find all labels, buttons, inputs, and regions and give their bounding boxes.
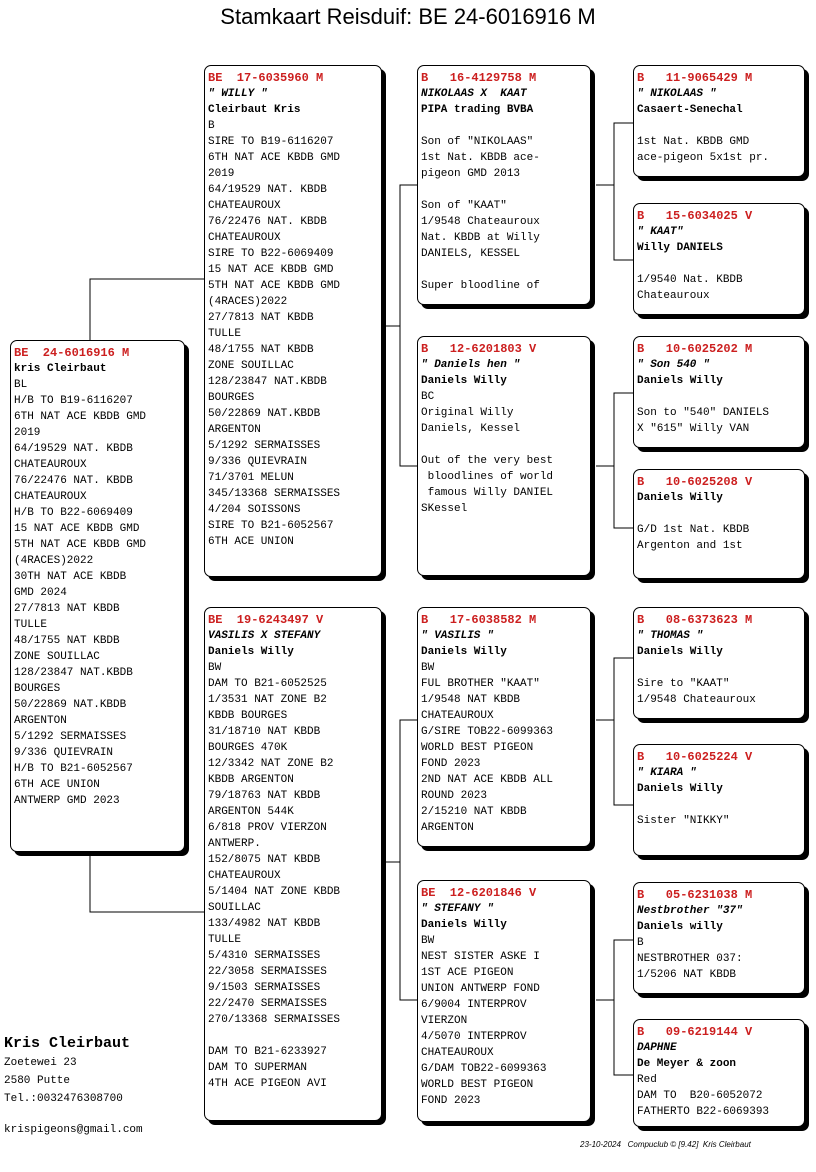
dam-sire-info: BW FUL BROTHER "KAAT" 1/9548 NAT KBDB CHATEAUROUX G/SIRE TOB22-6099363 WORLD BEST PIGEON FOND 2023 2ND NAT ACE KBDB ALL ROUND 2023 2/15210 NAT KBDB ARGENTON [421, 662, 554, 834]
sss-card [633, 65, 805, 177]
breeder-street: Zoetewei 23 [4, 1057, 77, 1069]
dsd-info: Sister "NIKKY" [637, 815, 730, 827]
dam-dam-info: BW NEST SISTER ASKE I 1ST ACE PIGEON UNION ANTWERP FOND 6/9004 INTERPROV VIERZON 4/5070 INTERPROV CHATEAUROUX G/DAM TOB22-6099363 WORLD BEST PIGEON FOND 2023 [421, 935, 547, 1107]
dds-info: B NESTBROTHER 037: 1/5206 NAT KBDB [637, 937, 743, 981]
dam-sire-name: " VASILIS " [421, 630, 494, 642]
sire-dam-info: BC Original Willy Daniels, Kessel Out of the very best bloodlines of world famous Willy DANIEL SKessel [421, 391, 554, 515]
dds-card [633, 882, 805, 994]
sds-card [633, 336, 805, 448]
dam-card [204, 607, 382, 1121]
dam-owner: Daniels Willy [208, 646, 294, 658]
dsd-card [633, 744, 805, 856]
sdd-info: G/D 1st Nat. KBDB Argenton and 1st [637, 524, 750, 552]
sds-info: Son to "540" DANIELS X "615" Willy VAN [637, 407, 770, 435]
ddd-card [633, 1019, 805, 1127]
dam-name: VASILIS X STEFANY [208, 630, 321, 642]
sire-name: " WILLY " [208, 88, 268, 100]
sire-dam-ring-number: B 12-6201803 V [421, 342, 537, 356]
subject-ring-number: BE 24-6016916 M [14, 346, 130, 360]
dsd-owner: Daniels Willy [637, 783, 723, 795]
sire-sire-owner: PIPA trading BVBA [421, 104, 534, 116]
subject-info: BL H/B TO B19-6116207 6TH NAT ACE KBDB GMD 2019 64/19529 NAT. KBDB CHATEAUROUX 76/22476 NAT. KBDB CHATEAUROUX H/B TO B22-6069409 15 NAT ACE KBDB GMD 5TH NAT ACE KBDB GMD (4RACES)2022 30TH NAT ACE KBDB GMD 2024 27/7813 NAT KBDB TULLE 48/1755 NAT KBDB ZONE SOUILLAC 128/23847 NAT.KBDB BOURGES 50/22869 NAT.KBDB ARGENTON 5/1292 SERMAISSES 9/336 QUIEVRAIN H/B TO B21-6052567 6TH ACE UNION ANTWERP GMD 2023 [14, 379, 147, 807]
dss-ring-number: B 08-6373623 M [637, 613, 753, 627]
dam-ring-number: BE 19-6243497 V [208, 613, 324, 627]
sire-dam-owner: Daniels Willy [421, 375, 507, 387]
dds-owner: Daniels willy [637, 921, 723, 933]
ssd-card [633, 203, 805, 315]
sdd-owner: Daniels Willy [637, 492, 723, 504]
dam-info: BW DAM TO B21-6052525 1/3531 NAT ZONE B2 KBDB BOURGES 31/18710 NAT KBDB BOURGES 470K 12/3342 NAT ZONE B2 KBDB ARGENTON 79/18763 NAT KBDB ARGENTON 544K 6/818 PROV VIERZON ANTWERP. 152/8075 NAT KBDB CHATEAUROUX 5/1404 NAT ZONE KBDB SOUILLAC 133/4982 NAT KBDB TULLE 5/4310 SERMAISSES 22/3058 SERMAISSES 9/1503 SERMAISSES 22/2470 SERMAISSES 270/13368 SERMAISSES DAM TO B21-6233927 DAM TO SUPERMAN 4TH ACE PIGEON AVI [208, 662, 341, 1090]
page-title: Stamkaart Reisduif: BE 24-6016916 M [220, 4, 596, 29]
ddd-owner: De Meyer & zoon [637, 1058, 737, 1070]
dam-sire-card [417, 607, 591, 847]
sire-dam-name: " Daniels hen " [421, 359, 521, 371]
sss-name: " NIKOLAAS " [637, 88, 717, 100]
dam-sire-ring-number: B 17-6038582 M [421, 613, 537, 627]
dam-dam-card [417, 880, 591, 1122]
sdd-card [633, 469, 805, 579]
sss-info: 1st Nat. KBDB GMD ace-pigeon 5x1st pr. [637, 136, 770, 164]
sire-sire-card [417, 65, 591, 305]
sdd-ring-number: B 10-6025208 V [637, 475, 753, 489]
subject-card [10, 340, 185, 852]
ddd-info: Red DAM TO B20-6052072 FATHERTO B22-6069393 [637, 1074, 770, 1118]
dss-owner: Daniels Willy [637, 646, 723, 658]
dds-ring-number: B 05-6231038 M [637, 888, 753, 902]
dam-dam-owner: Daniels Willy [421, 919, 507, 931]
breeder-name: Kris Cleirbaut [4, 1035, 131, 1052]
ssd-info: 1/9540 Nat. KBDB Chateauroux [637, 274, 743, 302]
sire-sire-info: Son of "NIKOLAAS" 1st Nat. KBDB ace- pigeon GMD 2013 Son of "KAAT" 1/9548 Chateauroux Nat. KBDB at Willy DANIELS, KESSEL Super bloodline of [421, 136, 540, 292]
dam-sire-owner: Daniels Willy [421, 646, 507, 658]
sire-sire-ring-number: B 16-4129758 M [421, 71, 537, 85]
sds-ring-number: B 10-6025202 M [637, 342, 753, 356]
footer-print-info: 23-10-2024 Compuclub © [9.42] Kris Cleirbaut [580, 1140, 751, 1149]
sire-owner: Cleirbaut Kris [208, 104, 301, 116]
ssd-name: " KAAT" [637, 226, 684, 238]
ddd-name: DAPHNE [637, 1042, 677, 1054]
sire-info: B SIRE TO B19-6116207 6TH NAT ACE KBDB GMD 2019 64/19529 NAT. KBDB CHATEAUROUX 76/22476 NAT. KBDB CHATEAUROUX SIRE TO B22-6069409 15 NAT ACE KBDB GMD 5TH NAT ACE KBDB GMD (4RACES)2022 27/7813 NAT KBDB TULLE 48/1755 NAT KBDB ZONE SOUILLAC 128/23847 NAT.KBDB BOURGES 50/22869 NAT.KBDB ARGENTON 5/1292 SERMAISSES 9/336 QUIEVRAIN 71/3701 MELUN 345/13368 SERMAISSES 4/204 SOISSONS SIRE TO B21-6052567 6TH ACE UNION [208, 120, 341, 548]
sire-ring-number: BE 17-6035960 M [208, 71, 324, 85]
dsd-ring-number: B 10-6025224 V [637, 750, 753, 764]
dsd-name: " KIARA " [637, 767, 697, 779]
dss-card [633, 607, 805, 719]
sss-ring-number: B 11-9065429 M [637, 71, 753, 85]
ssd-owner: Willy DANIELS [637, 242, 723, 254]
sire-card [204, 65, 382, 577]
subject-owner: kris Cleirbaut [14, 363, 107, 375]
dss-info: Sire to "KAAT" 1/9548 Chateauroux [637, 678, 756, 706]
sire-dam-card [417, 336, 591, 576]
breeder-email: krispigeons@gmail.com [4, 1124, 143, 1136]
dam-dam-ring-number: BE 12-6201846 V [421, 886, 537, 900]
sds-name: " Son 540 " [637, 359, 710, 371]
breeder-address [4, 1034, 130, 1108]
breeder-city: 2580 Putte [4, 1075, 71, 1087]
ssd-ring-number: B 15-6034025 V [637, 209, 753, 223]
sds-owner: Daniels Willy [637, 375, 723, 387]
ddd-ring-number: B 09-6219144 V [637, 1025, 753, 1039]
sss-owner: Casaert-Senechal [637, 104, 743, 116]
dds-name: Nestbrother "37" [637, 905, 743, 917]
sire-sire-name: NIKOLAAS X KAAT [421, 88, 527, 100]
dss-name: " THOMAS " [637, 630, 704, 642]
dam-dam-name: " STEFANY " [421, 903, 494, 915]
breeder-phone: Tel.:0032476308700 [4, 1093, 123, 1105]
